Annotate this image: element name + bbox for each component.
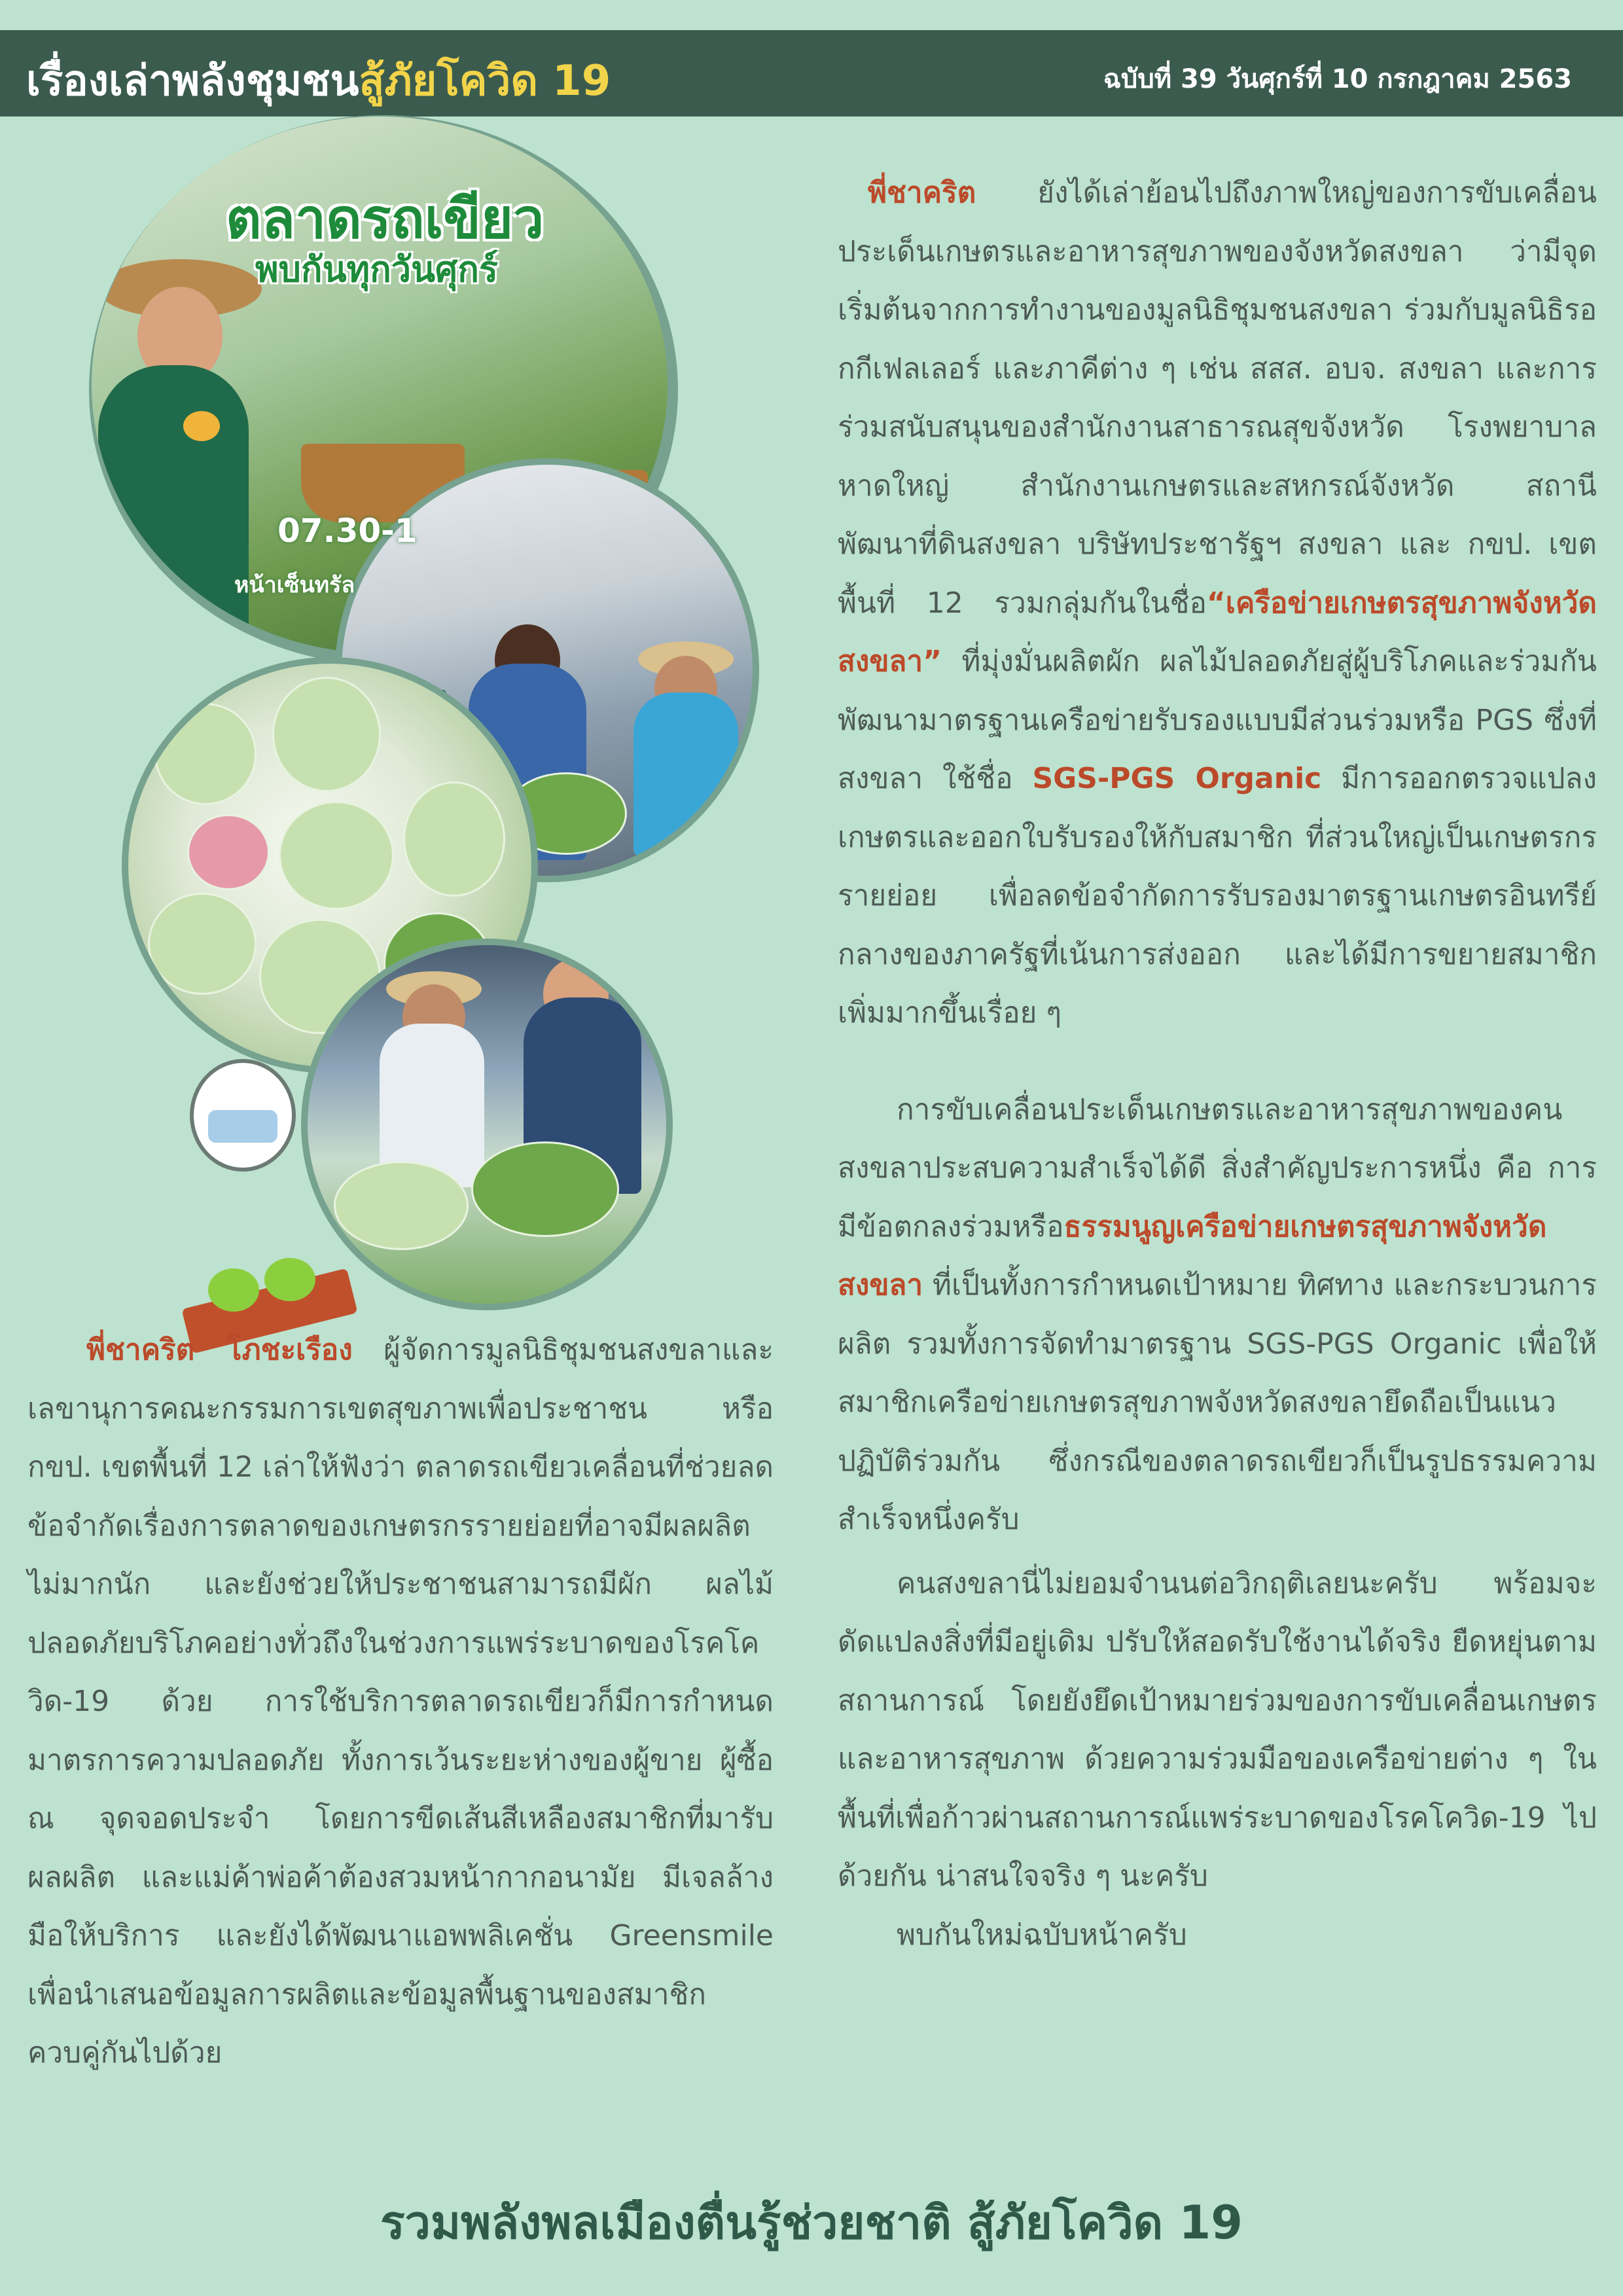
footer-slogan: รวมพลังพลเมืองตื่นรู้ช่วยชาติ สู้ภัยโควิด 19 bbox=[380, 2196, 1243, 2250]
right-paragraph-3 bbox=[838, 1554, 1597, 1906]
leafy-greens bbox=[471, 1141, 619, 1237]
paragraph-text: ยังได้เล่าย้อนไปถึงภาพใหญ่ของการขับเคลื่อนประเด็นเกษตรและอาหารสุขภาพของจังหวัดสงขลา ว่ามีจุดเริ่มต้นจากการทำงานของมูลนิธิชุมชนสงขลา ร่วมกับมูลนิธิรอกกีเฟลเลอร์ และภาคีต่าง ๆ เช่น สสส. อบจ. สงขลา และการร่วมสนับสนุนของสำนักงานสาธารณสุขจังหวัด โรงพยาบาลหาดใหญ่ สำนักงานเกษตรและสหกรณ์จังหวัด สถานีพัฒนาที่ดินสงขลา บริษัทประชารัฐฯ สงขลา และ กขป. เขตพื้นที่ 12 รวมกลุ่มกันในชื่อ bbox=[838, 176, 1597, 620]
standard-name-highlight: SGS-PGS Organic bbox=[1032, 762, 1322, 795]
bagged-vegetables bbox=[154, 703, 257, 805]
header-bar bbox=[0, 30, 1623, 117]
newsletter-title bbox=[26, 47, 611, 114]
mango bbox=[183, 411, 220, 441]
right-paragraph-1 bbox=[838, 164, 1597, 1043]
bagged-vegetables bbox=[148, 893, 257, 995]
person-name-highlight: พี่ชาคริต bbox=[868, 176, 976, 209]
cabbage-icon bbox=[208, 1268, 259, 1312]
newsletter-title-main: เรื่องเล่าพลังชุมชน bbox=[26, 57, 359, 105]
charter-name-highlight: ธรรมนูญเครือข่ายเกษตรสุขภาพจังหวัดสงขลา bbox=[838, 1210, 1547, 1302]
bagged-vegetables bbox=[279, 801, 394, 910]
photo-collage bbox=[0, 117, 785, 1308]
person-name-highlight: พี่ชาคริต โภชะเรือง bbox=[86, 1333, 353, 1367]
newsletter-title-accent: สู้ภัยโควิด 19 bbox=[359, 57, 611, 105]
vendor-body bbox=[633, 692, 738, 856]
bagged-radishes bbox=[187, 814, 270, 890]
issue-date: ฉบับที่ 39 วันศุกร์ที่ 10 กรกฎาคม 2563 bbox=[1103, 64, 1572, 94]
poster-location: หน้าเซ็นทรัล bbox=[234, 572, 355, 598]
paragraph-text: คนสงขลานี่ไม่ยอมจำนนต่อวิกฤติเลยนะครับ พร้อมจะดัดแปลงสิ่งที่มีอยู่เดิม ปรับให้สอดรับใช้งานได้จริง ยืดหยุ่นตามสถานการณ์ โดยยังยึดเป้าหมายร่วมของการขับเคลื่อนเกษตรและอาหารสุขภาพ ด้วยความร่วมมือของเครือข่ายต่าง ๆ ในพื้นที่เพื่อก้าวผ่านสถานการณ์แพร่ระบาดของโรคโควิด-19 ไปด้วยกัน น่าสนใจจริง ๆ นะครับ bbox=[838, 1566, 1597, 1893]
poster-title: ตลาดรถเขียว bbox=[226, 187, 544, 251]
market-photo bbox=[308, 945, 666, 1304]
network-name-highlight: “เครือข่ายเกษตรสุขภาพจังหวัดสงขลา” bbox=[838, 586, 1597, 678]
closing-text: พบกันใหม่ฉบับหน้าครับ bbox=[897, 1918, 1187, 1952]
left-paragraph bbox=[27, 1321, 774, 2083]
bagged-vegetables bbox=[334, 1161, 469, 1250]
bagged-vegetables bbox=[403, 781, 505, 897]
mascot-mask-icon bbox=[208, 1110, 277, 1143]
left-article-column bbox=[27, 1321, 774, 2083]
poster-subtitle: พบกันทุกวันศุกร์ bbox=[255, 249, 498, 290]
paragraph-text: ที่เป็นทั้งการกำหนดเป้าหมาย ทิศทาง และกระบวนการผลิต รวมทั้งการจัดทำมาตรฐาน SGS-PGS Organic เพื่อให้สมาชิกเครือข่ายเกษตรสุขภาพจังหวัดสงขลายึดถือเป็นแนวปฏิบัติร่วมกัน ซึ่งกรณีของตลาดรถเขียวก็เป็นรูปธรรมความสำเร็จหนึ่งครับ bbox=[838, 1268, 1597, 1536]
vendor-body bbox=[98, 365, 249, 640]
cabbage-icon bbox=[264, 1258, 315, 1301]
poster-time: 07.30-1 bbox=[277, 512, 418, 550]
left-paragraph-text: ผู้จัดการมูลนิธิชุมชนสงขลาและเลขานุการคณะกรรมการเขตสุขภาพเพื่อประชาชน หรือ กขป. เขตพื้นที่ 12 เล่าให้ฟังว่า ตลาดรถเขียวเคลื่อนที่ช่วยลดข้อจำกัดเรื่องการตลาดของเกษตรกรรายย่อยที่อาจมีผลผลิตไม่มากนัก และยังช่วยให้ประชาชนสามารถมีผัก ผลไม้ปลอดภัยบริโภคอย่างทั่วถึงในช่วงการแพร่ระบาดของโรคโควิด-19 ด้วย การใช้บริการตลาดรถเขียวก็มีการกำหนดมาตรการความปลอดภัย ทั้งการเว้นระยะห่างของผู้ขาย ผู้ซื้อ ณ จุดจอดประจำ โดยการขีดเส้นสีเหลืองสมาชิกที่มารับผลผลิต และแม่ค้าพ่อค้าต้องสวมหน้ากากอนามัย มีเจลล้างมือให้บริการ และยังได้พัฒนาแอพพลิเคชั่น Greensmile เพื่อนำเสนอข้อมูลการผลิตและข้อมูลพื้นฐานของสมาชิกควบคู่กันไปด้วย bbox=[27, 1333, 774, 2070]
paragraph-text: ที่มุ่งมั่นผลิตผัก ผลไม้ปลอดภัยสู่ผู้บริโภคและร่วมกันพัฒนามาตรฐานเครือข่ายรับรองแบบมีส่วนร่วมหรือ PGS ซึ่งที่สงขลา ใช้ชื่อ bbox=[838, 645, 1597, 795]
bagged-vegetables bbox=[272, 677, 381, 792]
paragraph-text: มีการออกตรวจแปลงเกษตรและออกใบรับรองให้กับสมาชิก ที่ส่วนใหญ่เป็นเกษตรกรรายย่อย เพื่อลดข้อจำกัดการรับรองมาตรฐานเกษตรอินทรีย์กลางของภาครัฐที่เน้นการส่งออก และได้มีการขยายสมาชิกเพิ่มมากขึ้นเรื่อย ๆ bbox=[838, 762, 1597, 1030]
right-paragraph-2 bbox=[838, 1081, 1597, 1549]
right-article-column bbox=[838, 164, 1597, 1964]
right-paragraph-closing bbox=[838, 1906, 1597, 1965]
paragraph-text: การขับเคลื่อนประเด็นเกษตรและอาหารสุขภาพของคนสงขลาประสบความสำเร็จได้ดี สิ่งสำคัญประการหนึ่ง คือ การมีข้อตกลงร่วมหรือ bbox=[838, 1092, 1597, 1244]
